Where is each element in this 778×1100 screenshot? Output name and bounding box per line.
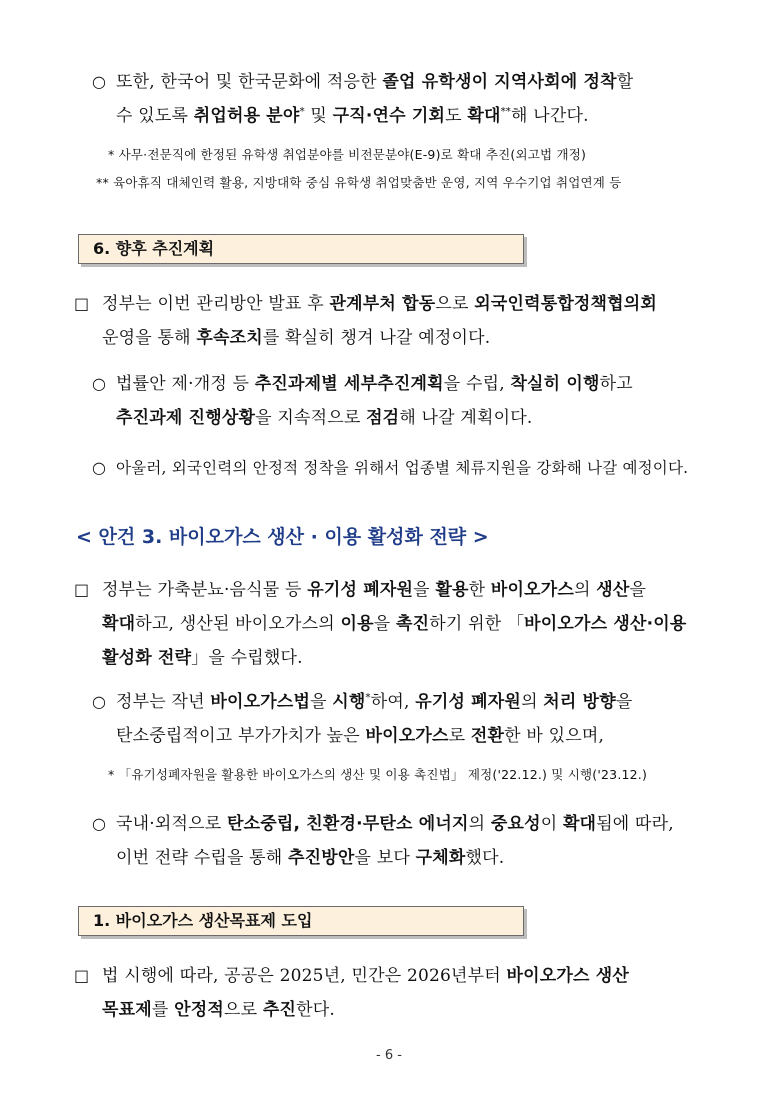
footnote: ** 육아휴직 대체인력 활용, 지방대학 중심 유학생 취업맞춤반 운영, 지역 우수기업 취업연계 등 — [96, 175, 622, 190]
text-run: 도 — [445, 106, 468, 126]
text-run: 정부는 이번 관리방안 발표 후 — [102, 294, 330, 314]
emphasis-text: 이용 — [340, 614, 374, 634]
emphasis-text: 처리 방향 — [543, 692, 616, 712]
emphasis-text: 추진 — [262, 1000, 297, 1020]
paragraph-line — [102, 964, 629, 988]
emphasis-text: 취업허용 분야 — [193, 106, 300, 126]
paragraph-line — [116, 372, 633, 396]
circle-bullet: ○ — [92, 458, 106, 477]
circle-bullet: ○ — [92, 374, 106, 393]
paragraph-line — [116, 724, 604, 748]
text-run: 탄소중립적이고 부가가치가 높은 — [116, 726, 366, 746]
text-run: 을 — [629, 580, 647, 600]
emphasis-text: 확대 — [467, 106, 501, 126]
paragraph-line — [116, 456, 688, 480]
text-run: 하여, — [370, 692, 416, 712]
text-run: 하고, 생산된 바이오가스의 — [135, 614, 341, 634]
text-run: 정부는 가축분뇨·음식물 등 — [102, 580, 308, 600]
emphasis-text: 활성화 전략 — [102, 648, 192, 668]
paragraph-line — [102, 646, 303, 670]
text-run: 」을 수립했다. — [191, 648, 303, 668]
text-run: 을 — [310, 692, 333, 712]
paragraph-line — [102, 998, 335, 1022]
text-run: 이 — [540, 814, 563, 834]
section-heading: 1. 바이오가스 생산목표제 도입 — [93, 911, 313, 930]
text-run: 로 — [448, 726, 471, 746]
text-run: 한 — [468, 580, 491, 600]
emphasis-text: 추진과제별 세부추진계획 — [254, 374, 444, 394]
section-heading-box — [78, 906, 524, 936]
paragraph-line — [102, 292, 657, 316]
text-run: 으로 — [223, 1000, 263, 1020]
circle-bullet: ○ — [92, 814, 106, 833]
page-number: - 6 - — [376, 1048, 402, 1063]
paragraph-line — [116, 406, 532, 430]
emphasis-text: 구직·연수 기회 — [332, 106, 446, 126]
text-run: * — [299, 106, 305, 118]
emphasis-text: 바이오가스 — [490, 580, 574, 600]
text-run: 운영을 통해 — [102, 328, 197, 348]
text-run: * — [365, 692, 371, 704]
emphasis-text: 활용 — [435, 580, 469, 600]
text-run: 할 — [616, 72, 634, 92]
square-bullet: □ — [74, 580, 90, 599]
emphasis-text: 관계부처 합동 — [329, 294, 436, 314]
square-bullet: □ — [74, 966, 90, 985]
text-run: 됨에 따라, — [596, 814, 674, 834]
paragraph-line — [116, 846, 504, 870]
text-run: 법 시행에 따라, 공공은 2025년, 민간은 2026년부터 — [102, 966, 507, 986]
square-bullet: □ — [74, 294, 90, 313]
emphasis-text: 착실히 이행 — [510, 374, 600, 394]
emphasis-text: 추진과제 진행상황 — [116, 408, 256, 428]
section-heading-box — [78, 234, 524, 264]
paragraph-line — [116, 104, 589, 128]
text-run: ** — [500, 106, 512, 118]
text-run: 및 — [304, 106, 333, 126]
paragraph-line — [102, 578, 646, 602]
emphasis-text: 촉진 — [396, 614, 430, 634]
text-run: 하기 위한 「 — [429, 614, 525, 634]
text-run: 법률안 제·개정 등 — [116, 374, 255, 394]
footnote: * 「유기성폐자원을 활용한 바이오가스의 생산 및 이용 촉진법」 제정('22.12.) 및 시행('23.12.) — [108, 767, 648, 782]
footnote: * 사무·전문직에 한정된 유학생 취업분야를 비전문분야(E-9)로 확대 추진(외고법 개정) — [108, 147, 587, 162]
text-run: 해 나간다. — [511, 106, 589, 126]
emphasis-text: 점검 — [366, 408, 400, 428]
section-heading: 6. 향후 추진계획 — [93, 239, 215, 258]
text-run: 을 — [615, 692, 633, 712]
emphasis-text: 바이오가스 생산 — [506, 966, 629, 986]
paragraph-line — [116, 812, 674, 836]
text-run: 을 보다 — [354, 848, 416, 868]
paragraph-line — [116, 70, 633, 94]
paragraph-line — [116, 690, 633, 714]
emphasis-text: 외국인력통합정책협의회 — [474, 294, 658, 314]
text-run: 을 — [373, 614, 396, 634]
emphasis-text: 유기성 폐자원 — [307, 580, 414, 600]
text-run: 을 — [413, 580, 436, 600]
emphasis-text: 전환 — [470, 726, 505, 746]
text-run: 한 바 있으며, — [504, 726, 605, 746]
text-run: 를 확실히 챙겨 나갈 예정이다. — [262, 328, 491, 348]
emphasis-text: 안정적 — [174, 1000, 224, 1020]
emphasis-text: 후속조치 — [196, 328, 263, 348]
emphasis-text: 시행 — [332, 692, 366, 712]
text-run: 정부는 작년 — [116, 692, 211, 712]
text-run: 를 — [151, 1000, 175, 1020]
text-run: 한다. — [296, 1000, 335, 1020]
circle-bullet: ○ — [92, 72, 106, 91]
emphasis-text: 생산 — [596, 580, 630, 600]
text-run: 의 — [521, 692, 544, 712]
text-run: 해 나갈 계획이다. — [399, 408, 533, 428]
emphasis-text: 유기성 폐자원 — [415, 692, 522, 712]
text-run: 을 수립, — [443, 374, 511, 394]
text-run: 의 — [573, 580, 597, 600]
text-run: 국내·외적으로 — [116, 814, 227, 834]
emphasis-text: 추진방안 — [288, 848, 355, 868]
text-run: 수 있도록 — [116, 106, 194, 126]
circle-bullet: ○ — [92, 692, 106, 711]
emphasis-text: 확대 — [562, 814, 597, 834]
emphasis-text: 졸업 유학생이 지역사회에 정착 — [382, 72, 617, 92]
text-run: 을 지속적으로 — [255, 408, 367, 428]
text-run: 하고 — [599, 374, 633, 394]
emphasis-text: 구체화 — [415, 848, 466, 868]
agenda-title: < 안건 3. 바이오가스 생산 · 이용 활성화 전략 > — [76, 526, 489, 548]
emphasis-text: 중요성 — [490, 814, 541, 834]
text-run: 의 — [468, 814, 491, 834]
emphasis-text: 목표제 — [102, 1000, 152, 1020]
emphasis-text: 바이오가스 — [365, 726, 449, 746]
text-run: 으로 — [435, 294, 475, 314]
paragraph-line — [102, 612, 687, 636]
paragraph-line — [102, 326, 490, 350]
emphasis-text: 확대 — [102, 614, 136, 634]
text-run: 했다. — [465, 848, 505, 868]
emphasis-text: 바이오가스 생산·이용 — [524, 614, 687, 634]
text-run: 이번 전략 수립을 통해 — [116, 848, 289, 868]
emphasis-text: 탄소중립, 친환경·무탄소 에너지 — [226, 814, 469, 834]
text-run: 아울러, 외국인력의 안정적 정착을 위해서 업종별 체류지원을 강화해 나갈 예정이다. — [116, 459, 689, 477]
text-run: 또한, 한국어 및 한국문화에 적응한 — [116, 72, 383, 92]
emphasis-text: 바이오가스법 — [210, 692, 311, 712]
